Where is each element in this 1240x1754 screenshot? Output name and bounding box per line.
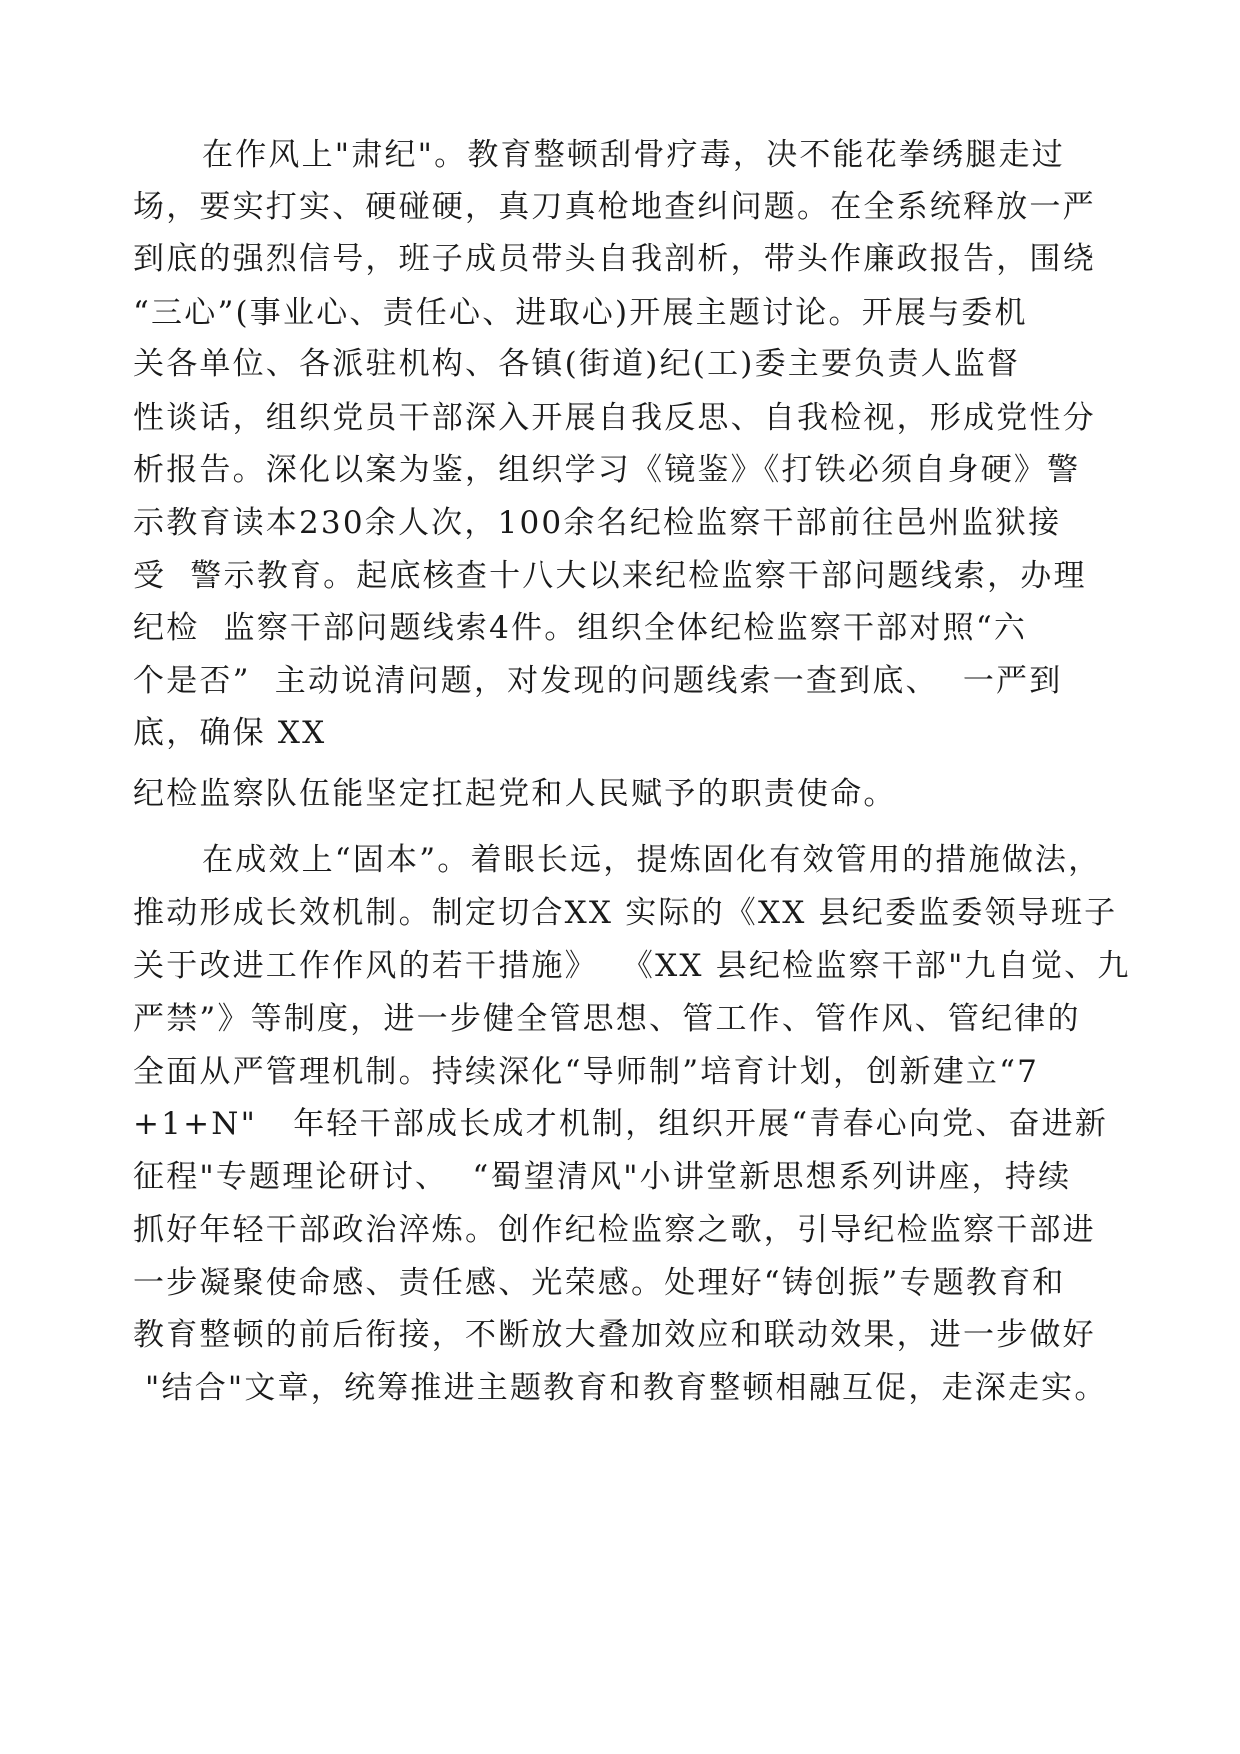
paragraph-1-line: 关各单位、各派驻机构、各镇(街道)纪(工)委主要负责人监督 [133,346,1021,382]
paragraph-2-line: 在成效上“固本”。着眼长远，提炼固化有效管用的措施做法， [202,842,1102,878]
paragraph-2-line: +1+N" 年轻干部成长成才机制，组织开展“青春心向党、奋进新 [133,1106,1109,1142]
paragraph-2-line: 全面从严管理机制。持续深化“导师制”培育计划，创新建立“7 [133,1054,1040,1090]
paragraph-1-line: 在作风上"肃纪"。教育整顿刮骨疗毒，决不能花拳绣腿走过 [202,137,1065,173]
paragraph-1-line: 析报告。深化以案为鉴，组织学习《镜鉴》《打铁必须自身硬》警 [133,452,1081,488]
paragraph-2-line: "结合"文章，统筹推进主题教育和教育整顿相融互促，走深走实。 [133,1370,1108,1406]
paragraph-2-line: 征程"专题理论研讨、 “蜀望清风"小讲堂新思想系列讲座，持续 [133,1159,1072,1195]
paragraph-1-line: “三心”(事业心、责任心、进取心)开展主题讨论。开展与委机 [133,295,1028,331]
paragraph-1-line: 纪检监察队伍能坚定扛起党和人民赋予的职责使命。 [133,776,897,812]
paragraph-2-line: 一步凝聚使命感、责任感、光荣感。处理好“铸创振”专题教育和 [133,1265,1066,1301]
paragraph-1-line: 个是否” 主动说清问题，对发现的问题线索一查到底、 一严到 [133,663,1063,699]
paragraph-2-line: 教育整顿的前后衔接，不断放大叠加效应和联动效果，进一步做好 [133,1317,1096,1353]
paragraph-1-line: 性谈话，组织党员干部深入开展自我反思、自我检视，形成党性分 [133,400,1096,436]
paragraph-1-line: 底，确保 XX [133,715,327,751]
paragraph-2-line: 推动形成长效机制。制定切合XX 实际的《XX 县纪委监委领导班子 [133,895,1118,931]
paragraph-1-line: 场，要实打实、硬碰硬，真刀真枪地查纠问题。在全系统释放一严 [133,189,1096,225]
paragraph-1-line: 受 警示教育。起底核查十八大以来纪检监察干部问题线索，办理 [133,558,1087,594]
paragraph-1-line: 纪检 监察干部问题线索4件。组织全体纪检监察干部对照“六 [133,610,1028,646]
paragraph-2-line: 严禁”》等制度，进一步健全管思想、管工作、管作风、管纪律的 [133,1001,1081,1037]
paragraph-1-line: 到底的强烈信号，班子成员带头自我剖析，带头作廉政报告，围绕 [133,241,1096,277]
paragraph-2-line: 关于改进工作作风的若干措施》 《XX 县纪检监察干部"九自觉、九 [133,948,1131,984]
paragraph-2-line: 抓好年轻干部政治淬炼。创作纪检监察之歌，引导纪检监察干部进 [133,1212,1096,1248]
paragraph-1-line: 示教育读本230余人次，100余名纪检监察干部前往邑州监狱接 [133,505,1062,541]
